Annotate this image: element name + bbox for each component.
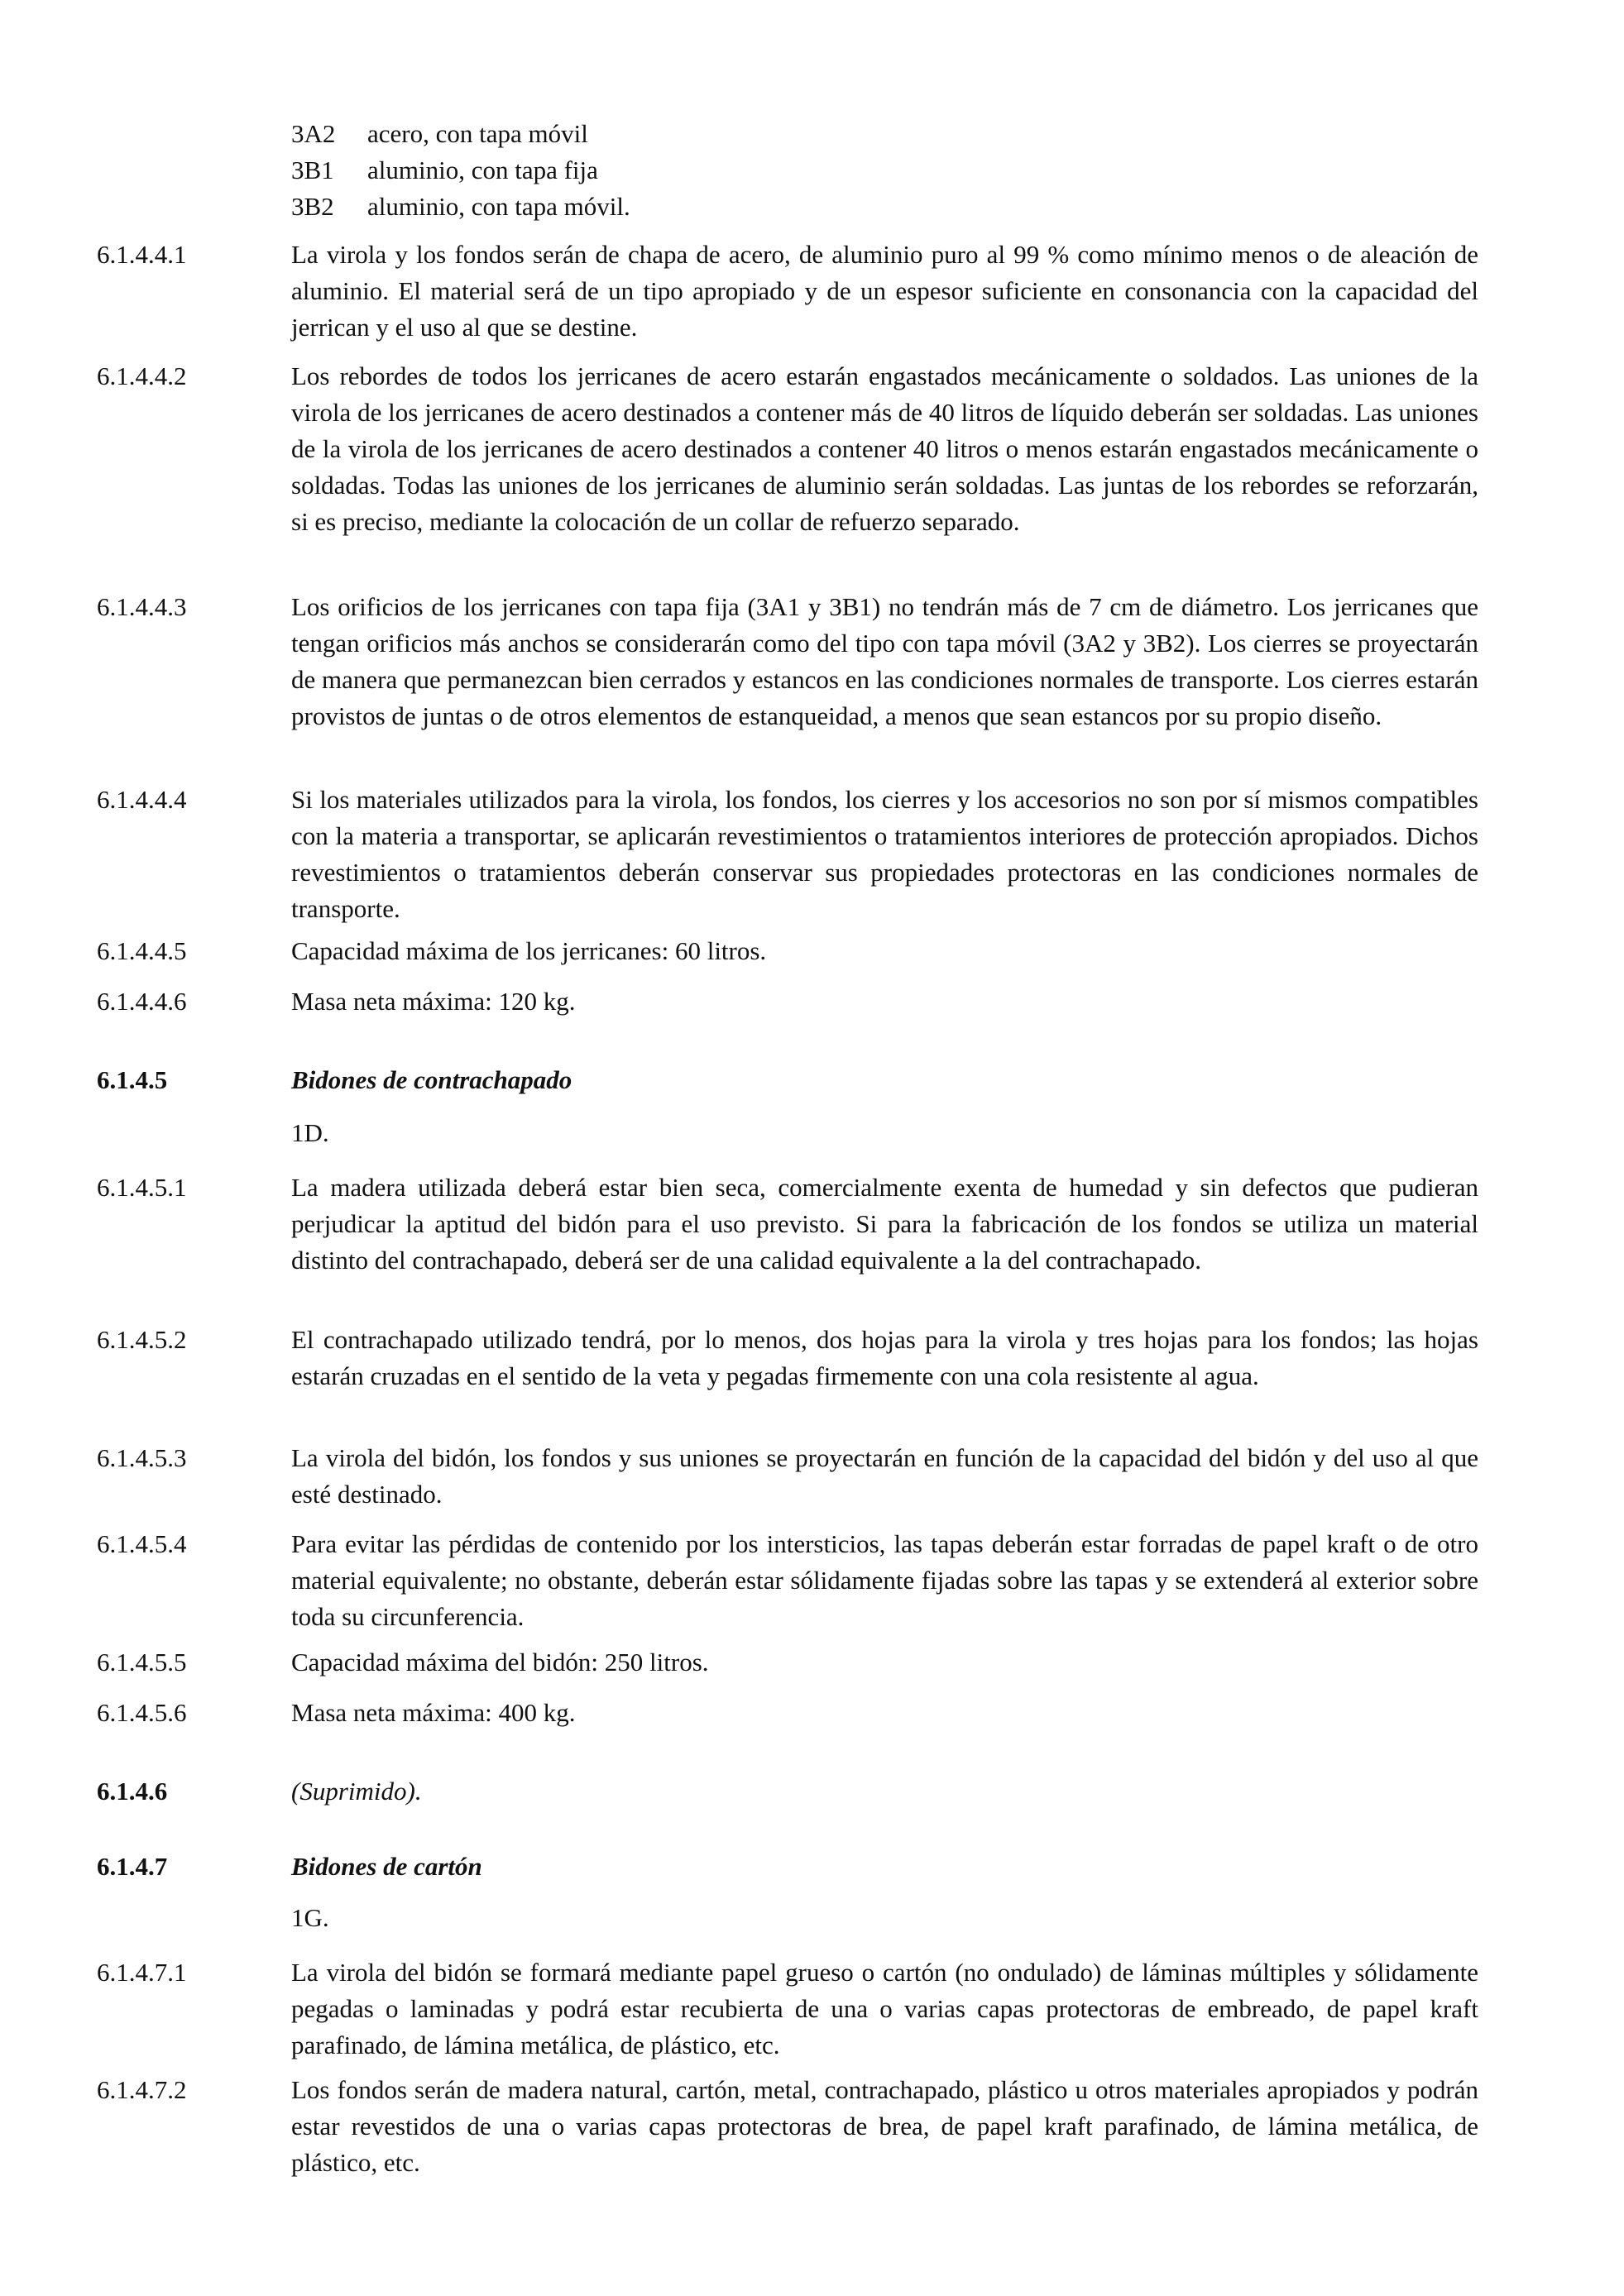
code: 3A2 (291, 119, 336, 148)
paragraph-number: 6.1.4.5.6 (97, 1698, 187, 1727)
paragraph-text: Los fondos serán de madera natural, cartón, metal, contrachapado, plástico u otros materiales apropiados y podrán estar revestidos de una o varias capas protectoras de brea, de papel kraft parafinado, de lámina metálica, de plástico, etc. (291, 2075, 1478, 2177)
paragraph-text: Masa neta máxima: 400 kg. (291, 1698, 576, 1727)
code-description: acero, con tapa móvil (367, 119, 588, 148)
paragraph-text: El contrachapado utilizado tendrá, por lo menos, dos hojas para la virola y tres hojas para los fondos; las hojas estarán cruzadas en el sentido de la veta y pegadas firmemente con una cola resistente al agua. (291, 1325, 1478, 1390)
code: 3B2 (291, 192, 334, 221)
paragraph-number: 6.1.4.7.2 (97, 2075, 187, 2104)
code-description: aluminio, con tapa móvil. (367, 192, 630, 221)
section-title: (Suprimido). (291, 1777, 422, 1806)
paragraph-number: 6.1.4.5.3 (97, 1443, 187, 1472)
section-number: 6.1.4.6 (97, 1777, 168, 1806)
paragraph-text: La virola y los fondos serán de chapa de acero, de aluminio puro al 99 % como mínimo menos o de aleación de aluminio. El material será de un tipo apropiado y de un espesor suficiente en consonancia con la capacidad del jerrican y el uso al que se destine. (291, 240, 1478, 342)
section-number: 6.1.4.5 (97, 1065, 168, 1094)
packaging-code: 1D. (291, 1118, 329, 1147)
paragraph-number: 6.1.4.4.3 (97, 592, 187, 621)
paragraph-text: La virola del bidón, los fondos y sus uniones se proyectarán en función de la capacidad del bidón y del uso al que esté destinado. (291, 1443, 1478, 1509)
section-title: Bidones de contrachapado (291, 1065, 572, 1094)
paragraph-text: La virola del bidón se formará mediante papel grueso o cartón (no ondulado) de láminas múltiples y sólidamente pegadas o laminadas y podrá estar recubierta de una o varias capas protectoras de embreado, de papel kraft parafinado, de lámina metálica, de plástico, etc. (291, 1958, 1478, 2059)
paragraph-number: 6.1.4.7.1 (97, 1958, 187, 1987)
paragraph-text: Si los materiales utilizados para la virola, los fondos, los cierres y los accesorios no son por sí mismos compatibles con la materia a transportar, se aplicarán revestimientos o tratamientos interiores de protección apropiados. Dichos revestimientos o tratamientos deberán conservar sus propiedades protectoras en las condiciones normales de transporte. (291, 785, 1478, 923)
code: 3B1 (291, 155, 334, 184)
paragraph-number: 6.1.4.5.2 (97, 1325, 187, 1354)
paragraph-text: Los rebordes de todos los jerricanes de acero estarán engastados mecánicamente o soldados. Las uniones de la virola de los jerricanes de acero destinados a contener más de 40 litros de líquido deberán ser soldadas. Las uniones de la virola de los jerricanes de acero destinados a contener 40 litros o menos estarán engastados mecánicamente o soldadas. Todas las uniones de los jerricanes de aluminio serán soldadas. Las juntas de los rebordes se reforzarán, si es preciso, mediante la colocación de un collar de refuerzo separado. (291, 361, 1478, 536)
paragraph-text: Masa neta máxima: 120 kg. (291, 987, 576, 1016)
paragraph-number: 6.1.4.4.4 (97, 785, 187, 814)
code-row (291, 189, 630, 225)
paragraph-text: Los orificios de los jerricanes con tapa fija (3A1 y 3B1) no tendrán más de 7 cm de diámetro. Los jerricanes que tengan orificios más anchos se considerarán como del tipo con tapa móvil (3A2 y 3B2). Los cierres se proyectarán de manera que permanezcan bien cerrados y estancos en las condiciones normales de transporte. Los cierres estarán provistos de juntas o de otros elementos de estanqueidad, a menos que sean estancos por su propio diseño. (291, 592, 1478, 730)
paragraph-number: 6.1.4.5.1 (97, 1173, 187, 1202)
packaging-code: 1G. (291, 1903, 329, 1932)
paragraph-number: 6.1.4.5.4 (97, 1529, 187, 1558)
paragraph-text: La madera utilizada deberá estar bien seca, comercialmente exenta de humedad y sin defectos que pudieran perjudicar la aptitud del bidón para el uso previsto. Si para la fabricación de los fondos se utiliza un material distinto del contrachapado, deberá ser de una calidad equivalente a la del contrachapado. (291, 1173, 1478, 1275)
section-number: 6.1.4.7 (97, 1852, 168, 1881)
paragraph-number: 6.1.4.4.5 (97, 936, 187, 965)
code-row (291, 152, 630, 189)
paragraph-number: 6.1.4.5.5 (97, 1648, 187, 1677)
paragraph-text: Capacidad máxima de los jerricanes: 60 litros. (291, 936, 767, 965)
code-row (291, 116, 630, 152)
paragraph-number: 6.1.4.4.2 (97, 361, 187, 390)
paragraph-text: Capacidad máxima del bidón: 250 litros. (291, 1648, 709, 1677)
section-title: Bidones de cartón (291, 1852, 482, 1881)
code-description: aluminio, con tapa fija (367, 155, 598, 184)
paragraph-number: 6.1.4.4.1 (97, 240, 187, 269)
paragraph-text: Para evitar las pérdidas de contenido por los intersticios, las tapas deberán estar forradas de papel kraft o de otro material equivalente; no obstante, deberán estar sólidamente fijadas sobre las tapas y se extenderá al exterior sobre toda su circunferencia. (291, 1529, 1478, 1631)
paragraph-number: 6.1.4.4.6 (97, 987, 187, 1016)
